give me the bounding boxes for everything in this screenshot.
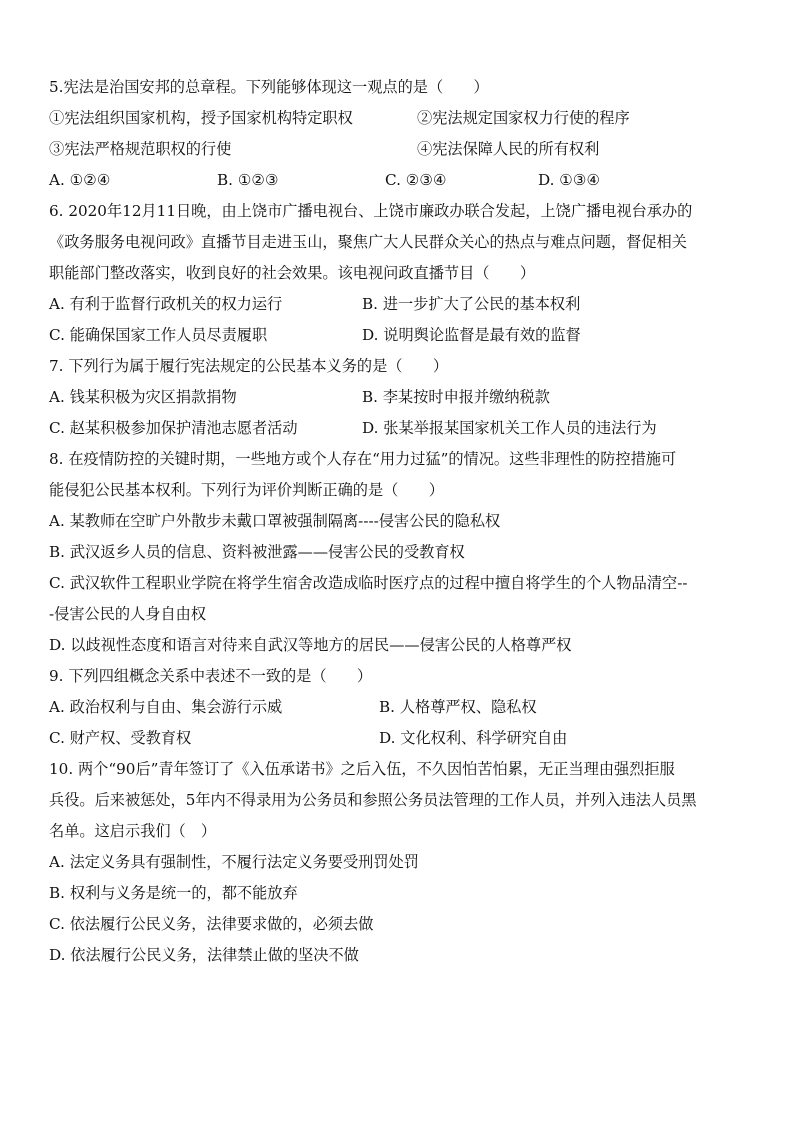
choice-d: D. 以歧视性态度和语言对待来自武汉等地方的居民——侵害公民的人格尊严权 <box>49 636 572 654</box>
statement-4: ④宪法保障人民的所有权利 <box>417 140 600 158</box>
question-5-stem: 5.宪法是治国安邦的总章程。下列能够体现这一观点的是（ ） <box>49 78 489 96</box>
choice-c: C. ②③④ <box>385 171 447 189</box>
choice-c: C. 财产权、受教育权 <box>49 729 192 747</box>
choice-c: C. 能确保国家工作人员尽责履职 <box>49 326 268 344</box>
question-list <box>49 72 749 971</box>
question-5-statements-1-2 <box>49 103 749 134</box>
question-7-stem: 7. 下列行为属于履行宪法规定的公民基本义务的是（ ） <box>49 357 449 375</box>
choice-c-line-2: -侵害公民的人身自由权 <box>49 605 207 623</box>
choice-c: C. 赵某积极参加保护清池志愿者活动 <box>49 419 298 437</box>
question-8 <box>49 444 749 661</box>
question-6-choices-ab <box>49 289 749 320</box>
question-7 <box>49 351 749 444</box>
question-9-choices-cd <box>49 723 749 754</box>
question-6-choices-cd <box>49 320 749 351</box>
question-8-stem-line-1: 8. 在疫情防控的关键时期，一些地方或个人存在“用力过猛”的情况。这些非理性的防控措施可 <box>49 450 677 468</box>
statement-1: ①宪法组织国家机构，授予国家机构特定职权 <box>49 109 353 127</box>
question-10 <box>49 754 749 971</box>
question-5-choices <box>49 165 749 196</box>
statement-3: ③宪法严格规范职权的行使 <box>49 140 232 158</box>
question-5-statements-3-4 <box>49 134 749 165</box>
choice-a: A. 某教师在空旷户外散步未戴口罩被强制隔离----侵害公民的隐私权 <box>49 512 501 530</box>
choice-c-line-1: C. 武汉软件工程职业学院在将学生宿舍改造成临时医疗点的过程中擅自将学生的个人物品清空-- <box>49 574 688 592</box>
choice-d: D. 张某举报某国家机关工作人员的违法行为 <box>362 419 657 437</box>
question-6 <box>49 196 749 351</box>
question-10-stem-line-1: 10. 两个“90后”青年签订了《入伍承诺书》之后入伍，不久因怕苦怕累，无正当理由强烈拒服 <box>49 760 675 778</box>
choice-b: B. 权利与义务是统一的，都不能放弃 <box>49 884 298 902</box>
question-9-stem: 9. 下列四组概念关系中表述不一致的是（ ） <box>49 667 373 685</box>
choice-d: D. 依法履行公民义务，法律禁止做的坚决不做 <box>49 946 359 964</box>
choice-d: D. ①③④ <box>538 171 601 189</box>
choice-b: B. 武汉返乡人员的信息、资料被泄露——侵害公民的受教育权 <box>49 543 465 561</box>
choice-b: B. 人格尊严权、隐私权 <box>379 698 537 716</box>
choice-c: C. 依法履行公民义务，法律要求做的，必须去做 <box>49 915 374 933</box>
question-6-stem-line-3: 职能部门整改落实，收到良好的社会效果。该电视问政直播节目（ ） <box>49 264 535 282</box>
choice-a: A. 政治权利与自由、集会游行示威 <box>49 698 283 716</box>
statement-2: ②宪法规定国家权力行使的程序 <box>417 109 630 127</box>
choice-b: B. 进一步扩大了公民的基本权利 <box>362 295 581 313</box>
choice-a: A. 有利于监督行政机关的权力运行 <box>49 295 283 313</box>
question-10-stem-line-3: 名单。这启示我们（ ） <box>49 822 217 840</box>
choice-d: D. 文化权利、科学研究自由 <box>379 729 568 747</box>
question-7-choices-cd <box>49 413 749 444</box>
question-8-stem-line-2: 能侵犯公民基本权利。下列行为评价判断正确的是（ ） <box>49 481 444 499</box>
choice-b: B. ①②③ <box>217 171 279 189</box>
question-6-stem-line-2: 《政务服务电视问政》直播节目走进玉山，聚焦广大人民群众关心的热点与难点问题，督促相关 <box>49 233 687 251</box>
choice-a: A. 钱某积极为灾区捐款捐物 <box>49 388 237 406</box>
question-9 <box>49 661 749 754</box>
question-10-stem-line-2: 兵役。后来被惩处，5年内不得录用为公务员和参照公务员法管理的工作人员，并列入违法人员黑 <box>49 791 697 809</box>
choice-a: A. 法定义务具有强制性，不履行法定义务要受刑罚处罚 <box>49 853 419 871</box>
question-6-stem-line-1: 6. 2020年12月11日晚，由上饶市广播电视台、上饶市廉政办联合发起，上饶广播电视台承办的 <box>49 202 693 220</box>
choice-d: D. 说明舆论监督是最有效的监督 <box>362 326 581 344</box>
choice-a: A. ①②④ <box>49 171 111 189</box>
question-5 <box>49 72 749 196</box>
question-9-choices-ab <box>49 692 749 723</box>
choice-b: B. 李某按时申报并缴纳税款 <box>362 388 550 406</box>
question-7-choices-ab <box>49 382 749 413</box>
